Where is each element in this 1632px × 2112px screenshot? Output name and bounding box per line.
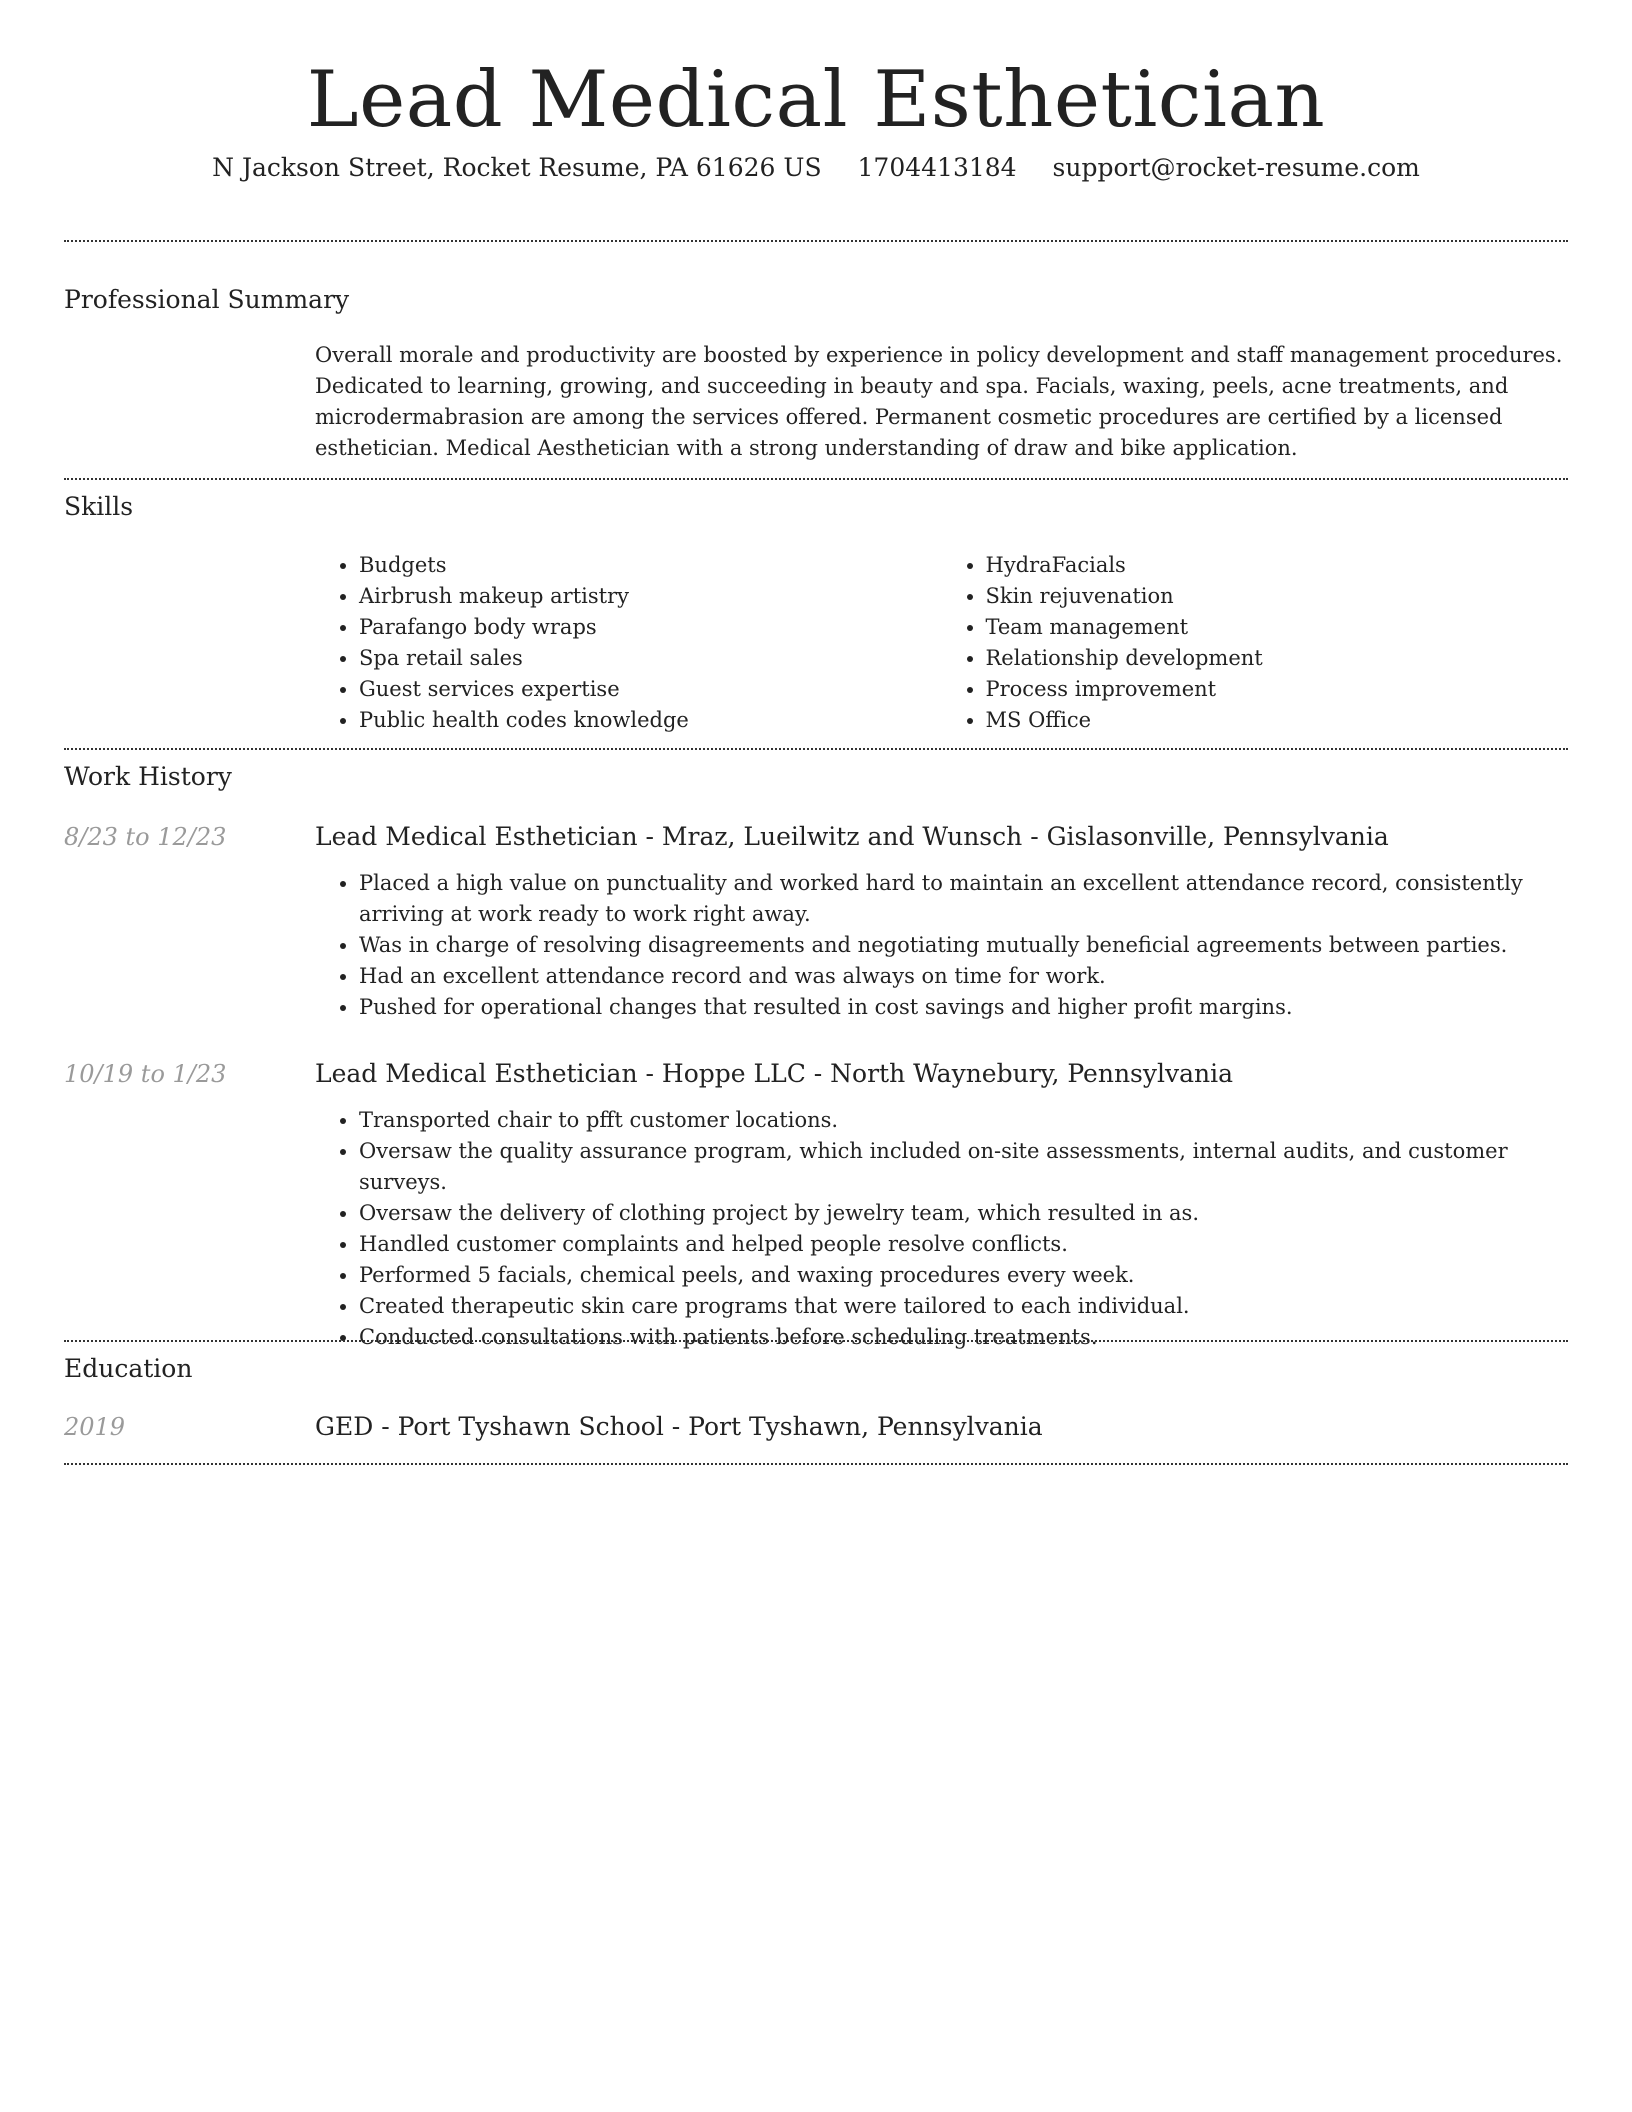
job-bullets [315, 1105, 1568, 1353]
job-bullet: • Performed 5 facials, chemical peels, and waxing procedures every week. [359, 1260, 1568, 1291]
divider [64, 1340, 1568, 1342]
education-degree: GED [315, 1412, 374, 1441]
job-bullet: • Transported chair to pfft customer locations. [359, 1105, 1568, 1136]
job-bullet: • Had an excellent attendance record and was always on time for work. [359, 961, 1568, 992]
divider [64, 240, 1568, 242]
skill-item: • Airbrush makeup artistry [359, 581, 942, 612]
job-employer-location: - Hoppe LLC - North Waynebury, Pennsylvania [637, 1059, 1234, 1088]
skill-item: • Spa retail sales [359, 643, 942, 674]
job-bullet: • Handled customer complaints and helped people resolve conflicts. [359, 1229, 1568, 1260]
job-bullet: • Pushed for operational changes that resulted in cost savings and higher profit margins. [359, 992, 1568, 1023]
job-title: Lead Medical Esthetician [315, 1059, 638, 1088]
skills-list-left [315, 550, 942, 736]
skill-item: • Skin rejuvenation [986, 581, 1569, 612]
skill-item: • MS Office [986, 705, 1569, 736]
skill-item: • HydraFacials [986, 550, 1569, 581]
job-bullet: • Created therapeutic skin care programs that were tailored to each individual. [359, 1291, 1568, 1322]
job-dates: 10/19 to 1/23 [64, 1060, 227, 1088]
skill-item: • Relationship development [986, 643, 1569, 674]
job-heading [315, 820, 1568, 854]
section-heading-skills: Skills [64, 492, 134, 521]
job-bullet: • Was in charge of resolving disagreements and negotiating mutually beneficial agreements between parties. [359, 930, 1568, 961]
education-entry [315, 1410, 1568, 1444]
divider [64, 1463, 1568, 1465]
skill-item: • Parafango body wraps [359, 612, 942, 643]
skill-item: • Process improvement [986, 674, 1569, 705]
contact-email: support@rocket-resume.com [1052, 153, 1420, 182]
job-bullet: • Oversaw the delivery of clothing project by jewelry team, which resulted in as. [359, 1198, 1568, 1229]
resume-page [64, 0, 1568, 1441]
skill-item: • Budgets [359, 550, 942, 581]
job-bullets [315, 868, 1568, 1023]
skills-list-right [942, 550, 1569, 736]
contact-address: N Jackson Street, Rocket Resume, PA 61626 US [212, 153, 822, 182]
skill-item: • Team management [986, 612, 1569, 643]
summary-text: Overall morale and productivity are boosted by experience in policy development and staff management procedures. Dedicated to learning, growing, and succeeding in beauty and spa. Facials, waxing, peels, acne treatments, and microdermabrasion are among the services offered. Permanent cosmetic procedures are certified by a licensed esthetician. Medical Aesthetician with a strong understanding of draw and bike application. [315, 343, 1563, 460]
section-heading-summary: Professional Summary [64, 285, 350, 314]
job-bullet: • Placed a high value on punctuality and worked hard to maintain an excellent attendance record, consistently arriving at work ready to work right away. [359, 868, 1568, 930]
resume-name-title: Lead Medical Esthetician [306, 55, 1326, 145]
section-heading-work: Work History [64, 762, 232, 791]
job-entry [315, 1057, 1568, 1353]
summary-block [315, 340, 1568, 464]
job-bullet: • Oversaw the quality assurance program, which included on-site assessments, internal audits, and customer surveys. [359, 1136, 1568, 1198]
contact-line [64, 150, 1568, 186]
job-heading [315, 1057, 1568, 1091]
education-heading [315, 1410, 1568, 1444]
skills-grid [315, 550, 1568, 736]
skill-item: • Guest services expertise [359, 674, 942, 705]
section-heading-education: Education [64, 1354, 193, 1383]
contact-phone: 1704413184 [857, 153, 1017, 182]
job-title: Lead Medical Esthetician [315, 822, 638, 851]
divider [64, 478, 1568, 480]
job-entry [315, 820, 1568, 1023]
education-year: 2019 [64, 1413, 126, 1441]
divider [64, 748, 1568, 750]
job-employer-location: - Mraz, Lueilwitz and Wunsch - Gislasonville, Pennsylvania [637, 822, 1389, 851]
skill-item: • Public health codes knowledge [359, 705, 942, 736]
job-dates: 8/23 to 12/23 [64, 823, 227, 851]
job-bullet: • Conducted consultations with patients before scheduling treatments. [359, 1322, 1568, 1353]
education-school-location: - Port Tyshawn School - Port Tyshawn, Pennsylvania [373, 1412, 1043, 1441]
